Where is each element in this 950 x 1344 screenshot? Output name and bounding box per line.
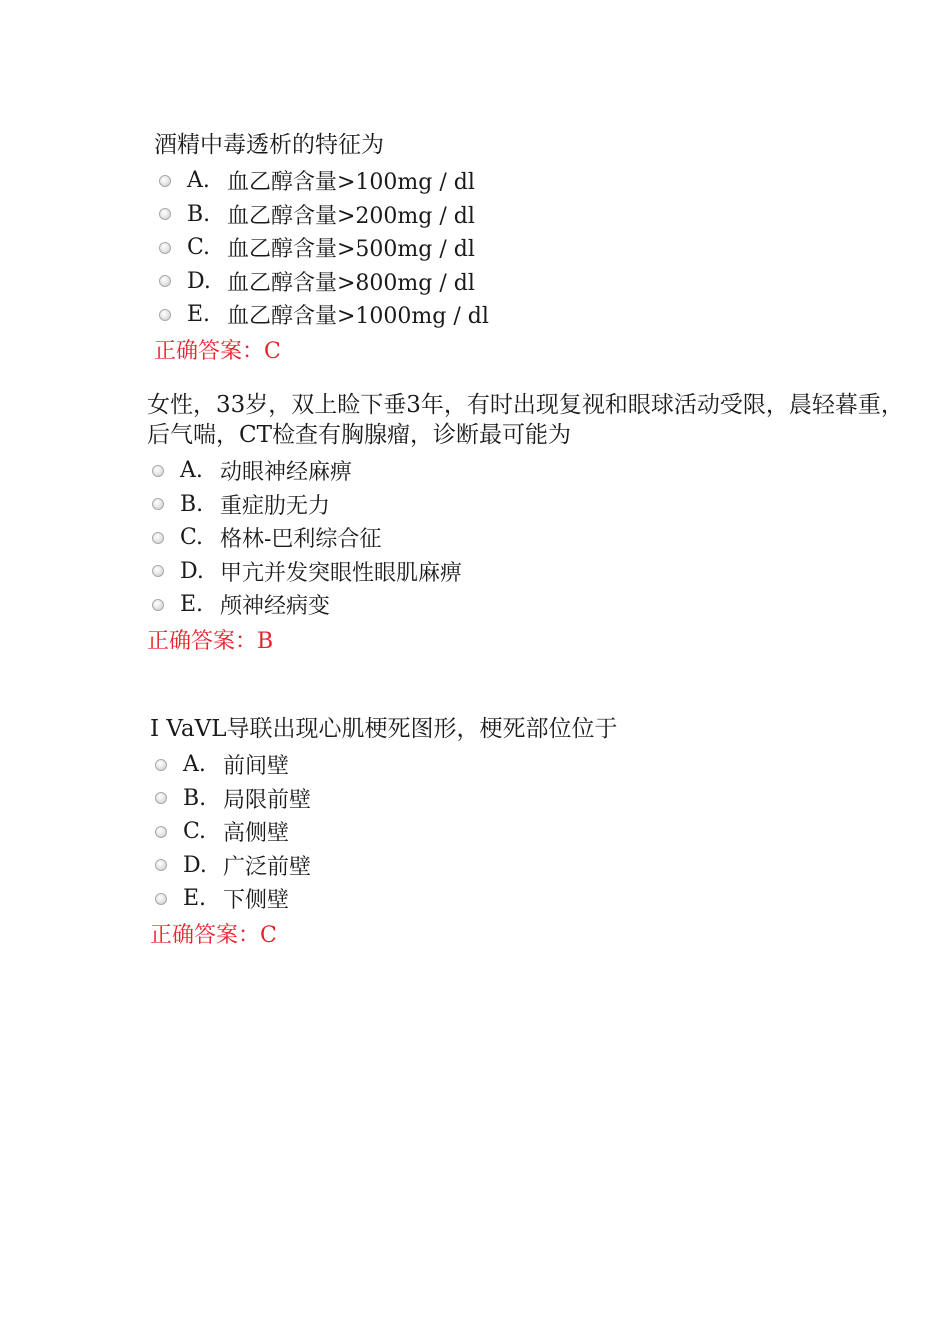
option-letter: D. [180, 558, 204, 584]
option-letter: D. [187, 268, 211, 294]
option-letter: A. [187, 168, 210, 194]
radio-button[interactable] [152, 532, 164, 544]
radio-button[interactable] [152, 498, 164, 510]
option-letter: E. [187, 302, 211, 328]
radio-button[interactable] [155, 859, 167, 871]
option-d[interactable] [147, 555, 950, 589]
option-text: 血乙醇含量>200mg / dl [227, 203, 475, 229]
option-text: 重症肋无力 [220, 493, 331, 519]
option-a[interactable] [150, 748, 950, 782]
option-letter: B. [180, 491, 204, 517]
radio-button[interactable] [159, 242, 171, 254]
question-2 [147, 390, 950, 658]
question-stem: 酒精中毒透析的特征为 [154, 132, 384, 158]
option-text: 血乙醇含量>100mg / dl [227, 170, 475, 196]
radio-button[interactable] [152, 599, 164, 611]
option-text: 局限前壁 [223, 787, 312, 813]
option-d[interactable] [150, 849, 950, 883]
option-b[interactable] [147, 488, 950, 522]
correct-answer: 正确答案：C [154, 338, 281, 364]
option-text: 下侧壁 [223, 888, 290, 914]
option-letter: A. [180, 458, 203, 484]
option-text: 颅神经病变 [220, 594, 331, 620]
option-b[interactable] [150, 782, 950, 816]
option-e[interactable] [147, 588, 950, 622]
option-text: 广泛前壁 [223, 854, 312, 880]
radio-button[interactable] [159, 175, 171, 187]
option-a[interactable] [147, 454, 950, 488]
option-b[interactable] [154, 198, 950, 232]
radio-button[interactable] [155, 792, 167, 804]
option-text: 格林-巴利综合征 [220, 527, 382, 553]
correct-answer: 正确答案：B [147, 628, 274, 654]
question-stem: 女性，33岁，双上睑下垂3年，有时出现复视和眼球活动受限，晨轻暮重， 后气喘，CT检查有胸腺瘤，诊断最可能为 [147, 392, 904, 448]
option-letter: C. [180, 525, 204, 551]
option-text: 动眼神经麻痹 [220, 460, 353, 486]
radio-button[interactable] [159, 208, 171, 220]
option-e[interactable] [150, 882, 950, 916]
option-letter: D. [183, 852, 207, 878]
radio-button[interactable] [159, 309, 171, 321]
option-letter: A. [183, 752, 206, 778]
option-letter: E. [183, 886, 207, 912]
radio-button[interactable] [152, 465, 164, 477]
radio-button[interactable] [159, 275, 171, 287]
question-1 [154, 130, 950, 368]
question-3 [150, 714, 950, 952]
radio-button[interactable] [155, 893, 167, 905]
option-c[interactable] [150, 815, 950, 849]
radio-button[interactable] [155, 759, 167, 771]
radio-button[interactable] [155, 826, 167, 838]
option-c[interactable] [154, 231, 950, 265]
option-letter: C. [187, 235, 211, 261]
option-c[interactable] [147, 521, 950, 555]
option-text: 血乙醇含量>500mg / dl [227, 237, 475, 263]
option-letter: B. [187, 201, 211, 227]
correct-answer: 正确答案：C [150, 922, 277, 948]
option-text: 血乙醇含量>1000mg / dl [227, 304, 489, 330]
option-letter: B. [183, 785, 207, 811]
option-a[interactable] [154, 164, 950, 198]
option-e[interactable] [154, 298, 950, 332]
option-text: 甲亢并发突眼性眼肌麻痹 [220, 560, 463, 586]
option-text: 血乙醇含量>800mg / dl [227, 270, 475, 296]
question-stem: I VaVL导联出现心肌梗死图形，梗死部位位于 [150, 716, 618, 742]
option-letter: C. [183, 819, 207, 845]
option-text: 高侧壁 [223, 821, 290, 847]
option-d[interactable] [154, 265, 950, 299]
radio-button[interactable] [152, 565, 164, 577]
option-letter: E. [180, 592, 204, 618]
option-text: 前间壁 [223, 754, 290, 780]
